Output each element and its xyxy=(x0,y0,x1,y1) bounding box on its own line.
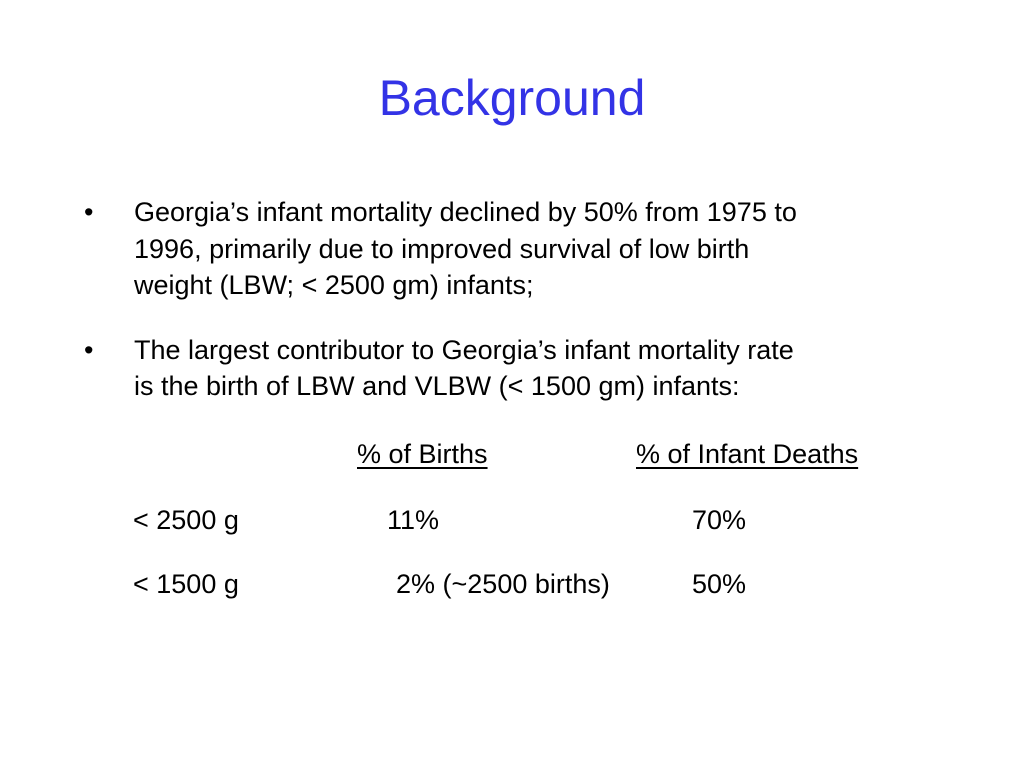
row-label-2500g: < 2500 g xyxy=(133,505,239,535)
row-births-2500g: 11% xyxy=(387,505,440,535)
bullet-marker: • xyxy=(84,334,94,365)
row-deaths-1500g: 50% xyxy=(692,569,747,599)
header-percent-births: % of Births xyxy=(357,439,488,469)
bullet-line: is the birth of LBW and VLBW (< 1500 gm) infants: xyxy=(134,371,740,401)
bullet-line: Georgia’s infant mortality declined by 50% from 1975 to xyxy=(134,197,797,227)
slide-title: Background xyxy=(378,70,646,126)
row-label-1500g: < 1500 g xyxy=(133,569,239,599)
bullet-line: 1996, primarily due to improved survival of low birth xyxy=(134,233,750,264)
row-deaths-2500g: 70% xyxy=(692,505,747,535)
bullet-marker: • xyxy=(84,197,94,227)
row-births-1500g: 2% (~2500 births) xyxy=(396,569,610,599)
bullet-line: weight (LBW; < 2500 gm) infants; xyxy=(134,270,534,300)
bullet-line: The largest contributor to Georgia’s infant mortality rate xyxy=(134,334,794,365)
header-percent-infant-deaths: % of Infant Deaths xyxy=(636,439,859,469)
